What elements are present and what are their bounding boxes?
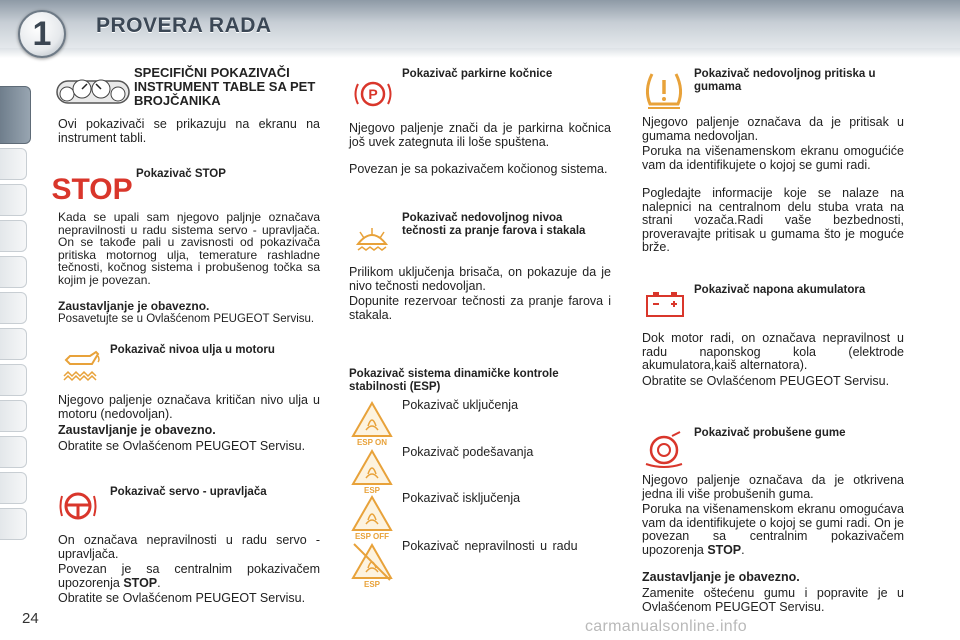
chapter-tab-active[interactable] xyxy=(0,86,31,144)
esp-item-label: Pokazivač nepravilnosti u radu xyxy=(402,539,578,553)
page-number: 24 xyxy=(22,610,39,627)
battery-text1: Dok motor radi, on označava nepravilnost u radu naponskog kola (elektrode akumulatora,kaiš alternatora). xyxy=(642,331,904,372)
chapter-tab[interactable] xyxy=(0,256,27,288)
parking-text2: Povezan je sa pokazivačem kočionog sistema. xyxy=(349,162,608,176)
stop-icon-text: STOP xyxy=(51,173,133,206)
section-title: SPECIFIČNI POKAZIVAČI INSTRUMENT TABLE SA PET BROJČANIKA xyxy=(134,65,316,108)
oil-heading: Pokazivač nivoa ulja u motoru xyxy=(110,344,275,356)
battery-heading: Pokazivač napona akumulatora xyxy=(694,284,866,296)
parking-heading: Pokazivač parkirne kočnice xyxy=(402,68,553,80)
chapter-number-badge: 1 xyxy=(18,10,66,58)
stop-note: Posavetujte se u Ovlašćenom PEUGEOT Servisu. xyxy=(58,313,315,325)
oil-bold-note: Zaustavljanje je obavezno. xyxy=(58,423,216,437)
stop-heading: Pokazivač STOP xyxy=(136,168,226,180)
svg-text:ESP OFF: ESP OFF xyxy=(354,532,390,541)
puncture-bold-note: Zaustavljanje je obavezno. xyxy=(642,570,800,584)
esp-heading: Pokazivač sistema dinamičke kontrole stabilnosti (ESP) xyxy=(349,368,559,393)
watermark: carmanualsonline.info xyxy=(585,618,747,635)
parking-text1: Njegovo paljenje znači da je parkirna kočnica još uvek zategnuta ili loše spuštena. xyxy=(349,121,611,149)
svg-text:ESP: ESP xyxy=(363,486,381,495)
svg-text:P: P xyxy=(368,86,378,102)
esp-fault-icon xyxy=(350,542,394,588)
header-fade xyxy=(0,48,960,58)
esp-item-label: Pokazivač uključenja xyxy=(402,398,519,412)
battery-text2: Obratite se Ovlašćenom PEUGEOT Servisu. xyxy=(642,374,890,388)
esp-regulation-icon xyxy=(350,448,394,494)
puncture-note: Zamenite oštećenu gumu i popravite je u Ovlašćenom PEUGEOT Servisu. xyxy=(642,586,904,614)
puncture-icon xyxy=(642,430,686,470)
washer-text1: Prilikom uključenja brisača, on pokazuje da je nivo tečnosti nedovoljan. xyxy=(349,265,611,293)
pressure-heading: Pokazivač nedovoljnog pritiska u gumama xyxy=(694,68,876,93)
chapter-tab[interactable] xyxy=(0,364,27,396)
puncture-heading: Pokazivač probušene gume xyxy=(694,427,846,439)
chapter-tab[interactable] xyxy=(0,472,27,504)
page-title: PROVERA RADA xyxy=(96,14,272,37)
chapter-tab[interactable] xyxy=(0,328,27,360)
pressure-text1: Njegovo paljenje označava da je pritisak u gumama nedovoljan. xyxy=(642,115,904,143)
chapter-tab[interactable] xyxy=(0,400,27,432)
chapter-tab[interactable] xyxy=(0,148,27,180)
tyre-pressure-icon xyxy=(642,70,686,112)
instrument-dials-icon xyxy=(56,78,130,106)
parking-brake-icon xyxy=(352,78,394,110)
oil-text: Njegovo paljenje označava kritičan nivo ulja u motoru (nedovoljan). xyxy=(58,393,320,421)
chapter-tabs xyxy=(0,66,30,606)
washer-text2: Dopunite rezervoar tečnosti za pranje farova i stakala. xyxy=(349,294,611,322)
chapter-tab[interactable] xyxy=(0,292,27,324)
chapter-tab[interactable] xyxy=(0,184,27,216)
stop-text: Kada se upali sam njegovo paljnje označava nepravilnosti u radu sistema servo - upravljača. On se takođe pali u zavisnosti od pokazivača pritiska motornog ulja, temerature rashladne tečnosti, kočnog sistema i probušenog točka sa kojim je povezan. xyxy=(58,210,320,287)
puncture-text2: Poruka na višenamenskom ekranu omogućava vam da identifikujete o kojoj se gumi radi. On je povezan sa centralnim pokazivačem upozorenja STOP. xyxy=(642,502,904,557)
esp-on-icon xyxy=(350,400,394,446)
chapter-tab[interactable] xyxy=(0,436,27,468)
section-intro-text: Ovi pokazivači se prikazuju na ekranu na instrument tabli. xyxy=(58,117,320,145)
svg-text:ESP: ESP xyxy=(363,580,381,589)
oil-note: Obratite se Ovlašćenom PEUGEOT Servisu. xyxy=(58,439,306,453)
esp-off-icon xyxy=(350,494,394,540)
svg-text:ESP ON: ESP ON xyxy=(356,438,388,447)
battery-icon xyxy=(644,290,686,320)
esp-item-label: Pokazivač isključenja xyxy=(402,491,521,505)
steering-text2: Povezan je sa centralnim pokazivačem upozorenja STOP. xyxy=(58,562,320,590)
pressure-text2: Poruka na višenamenskom ekranu omogućiće vam da identifikujete o kojoj se gumi radi. xyxy=(642,144,904,172)
power-steering-icon xyxy=(58,488,98,524)
steering-note: Obratite se Ovlašćenom PEUGEOT Servisu. xyxy=(58,591,306,605)
puncture-text1: Njegovo paljenje označava da je otkrivena jedna ili više probušenih guma. xyxy=(642,473,904,501)
steering-text1: On označava nepravilnosti u radu servo - upravljača. xyxy=(58,533,320,561)
steering-heading: Pokazivač servo - upravljača xyxy=(110,486,267,498)
esp-item-label: Pokazivač podešavanja xyxy=(402,445,534,459)
pressure-text3: Pogledajte informacije koje se nalaze na nalepnici na centralnom delu stuba vrata na strani vozača.Radi vaše bezbednosti, proveravajte pritisak u gumama što je moguće brže. xyxy=(642,186,904,254)
stop-warning-icon xyxy=(51,172,133,206)
chapter-tab[interactable] xyxy=(0,508,27,540)
oil-level-icon xyxy=(60,346,104,384)
washer-fluid-icon xyxy=(352,222,392,256)
stop-bold-note: Zaustavljanje je obavezno. xyxy=(58,299,210,313)
chapter-tab[interactable] xyxy=(0,220,27,252)
washer-heading: Pokazivač nedovoljnog nivoa tečnosti za pranje farova i stakala xyxy=(402,212,586,237)
